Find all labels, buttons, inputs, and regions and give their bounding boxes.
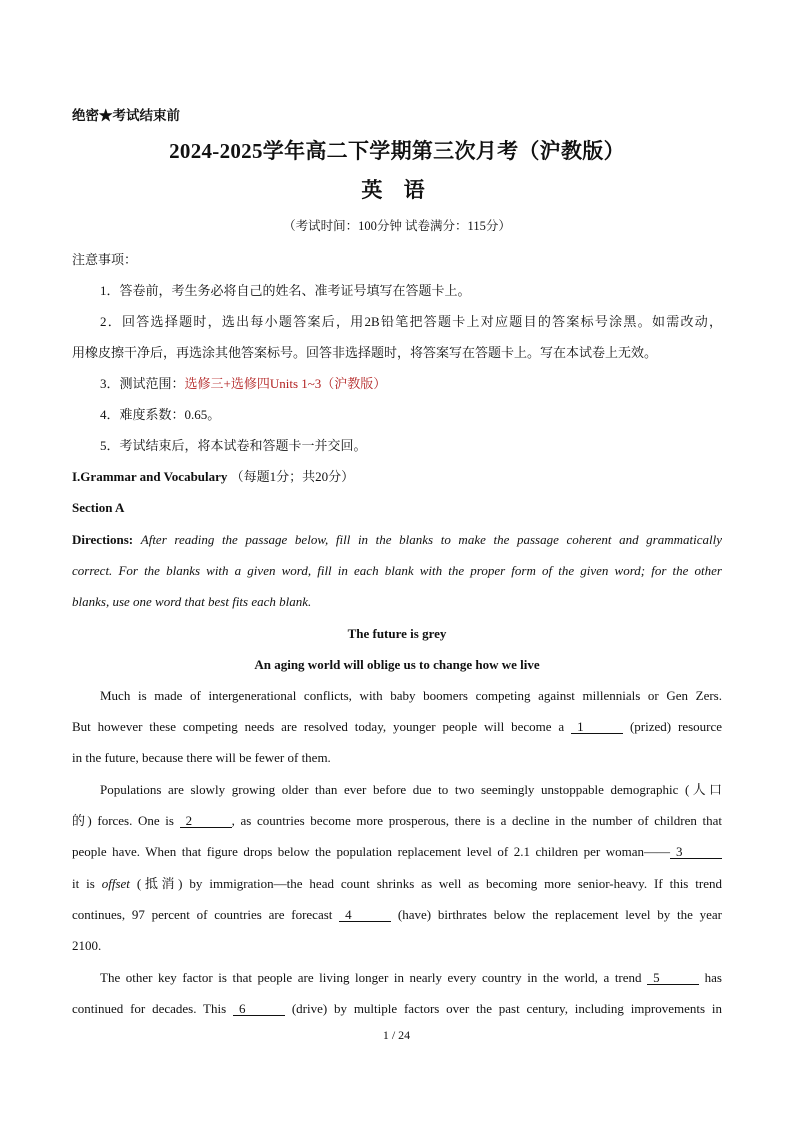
note-3 xyxy=(100,376,386,392)
paragraph-1-line-2 xyxy=(72,719,722,735)
part-1-heading xyxy=(72,469,354,485)
paragraph-1-line-3: in the future, because there will be fewer of them. xyxy=(72,750,331,765)
note-2-line-1: 2．回答选择题时，选出每小题答案后，用2B铅笔把答题卡上对应题目的答案标号涂黑。如需改动， xyxy=(100,314,722,329)
paragraph-1-text-b: (prized) resource xyxy=(629,719,723,734)
paragraph-3-text-c: continued for decades. This xyxy=(72,1001,227,1016)
blank-2[interactable]: 2 xyxy=(180,814,232,828)
confidential-label: 绝密★考试结束前 xyxy=(72,108,180,123)
passage-title: The future is grey xyxy=(347,626,447,641)
page-number: 1 / 24 xyxy=(382,1028,411,1042)
paragraph-2-text-a: 的) forces. One is xyxy=(72,813,174,828)
exam-title: 2024-2025学年高二下学期第三次月考（沪教版） xyxy=(169,139,625,163)
blank-4[interactable]: 4 xyxy=(339,908,391,922)
part-1-score-note: （每题1分；共20分） xyxy=(230,469,355,484)
paragraph-1-line-1: Much is made of intergenerational conflicts, with baby boomers competing against millennials or Gen Zers. xyxy=(100,688,722,703)
paragraph-2-line-5 xyxy=(72,907,722,923)
paragraph-2-text-b: , as countries become more prosperous, there is a decline in the number of children that xyxy=(231,813,722,828)
note-1: 1．答卷前，考生务必将自己的姓名、准考证号填写在答题卡上。 xyxy=(100,283,471,298)
note-3-prefix: 3．测试范围： xyxy=(100,376,185,391)
notes-heading: 注意事项： xyxy=(72,252,138,267)
blank-6[interactable]: 6 xyxy=(233,1002,285,1016)
paragraph-2-line-4 xyxy=(72,876,722,892)
directions-text-1: After reading the passage below, fill in the blanks to make the passage coherent and grammatically xyxy=(140,532,723,547)
paragraph-3-text-b: has xyxy=(704,970,722,985)
paragraph-2-line-6: 2100. xyxy=(72,938,102,953)
blank-1[interactable]: 1 xyxy=(571,720,623,734)
directions-line-3: blanks, use one word that best fits each blank. xyxy=(72,594,312,609)
blank-5[interactable]: 5 xyxy=(647,971,699,985)
note-2-line-2: 用橡皮擦干净后，再选涂其他答案标号。回答非选择题时，将答案写在答题卡上。写在本试卷上无效。 xyxy=(72,345,658,360)
paragraph-2-text-g: (have) birthrates below the replacement level by the year xyxy=(397,907,722,922)
section-a-label: Section A xyxy=(72,500,125,515)
paragraph-2-line-2 xyxy=(72,813,722,829)
part-1-title: I.Grammar and Vocabulary xyxy=(72,469,228,484)
paragraph-2-text-e: (抵消) by immigration—the head count shrinks as well as becoming more senior-heavy. If this trend xyxy=(136,876,722,891)
paragraph-2-text-f: continues, 97 percent of countries are forecast xyxy=(72,907,333,922)
subject-title: 英 语 xyxy=(361,178,433,202)
paragraph-3-line-1 xyxy=(100,970,722,986)
directions-label: Directions: xyxy=(72,532,134,547)
paragraph-3-text-d: (drive) by multiple factors over the past century, including improvements in xyxy=(291,1001,723,1016)
offset-word: offset xyxy=(101,876,130,891)
paragraph-3-text-a: The other key factor is that people are living longer in nearly every country in the world, a trend xyxy=(100,970,642,985)
directions-line-1 xyxy=(72,532,722,548)
paragraph-1-text-a: But however these competing needs are resolved today, younger people will become a xyxy=(72,719,565,734)
directions-line-2: correct. For the blanks with a given word, fill in each blank with the proper form of the given word; for the other xyxy=(72,563,722,578)
blank-3[interactable]: 3 xyxy=(670,845,722,859)
paragraph-3-line-2 xyxy=(72,1001,722,1017)
paragraph-2-line-1: Populations are slowly growing older than ever before due to two seemingly unstoppable demographic (人口 xyxy=(100,782,722,797)
note-4: 4．难度系数：0.65。 xyxy=(100,407,221,422)
paragraph-2-text-c: people have. When that figure drops below the population replacement level of 2.1 children per woman—— xyxy=(72,844,670,859)
test-scope: 选修三+选修四Units 1~3（沪教版） xyxy=(184,376,387,391)
paragraph-2-text-d: it is xyxy=(72,876,95,891)
paragraph-2-line-3 xyxy=(72,844,722,860)
exam-time-info: （考试时间：100分钟 试卷满分：115分） xyxy=(283,219,511,233)
note-5: 5．考试结束后，将本试卷和答题卡一并交回。 xyxy=(100,438,367,453)
passage-subtitle: An aging world will oblige us to change how we live xyxy=(254,657,540,672)
